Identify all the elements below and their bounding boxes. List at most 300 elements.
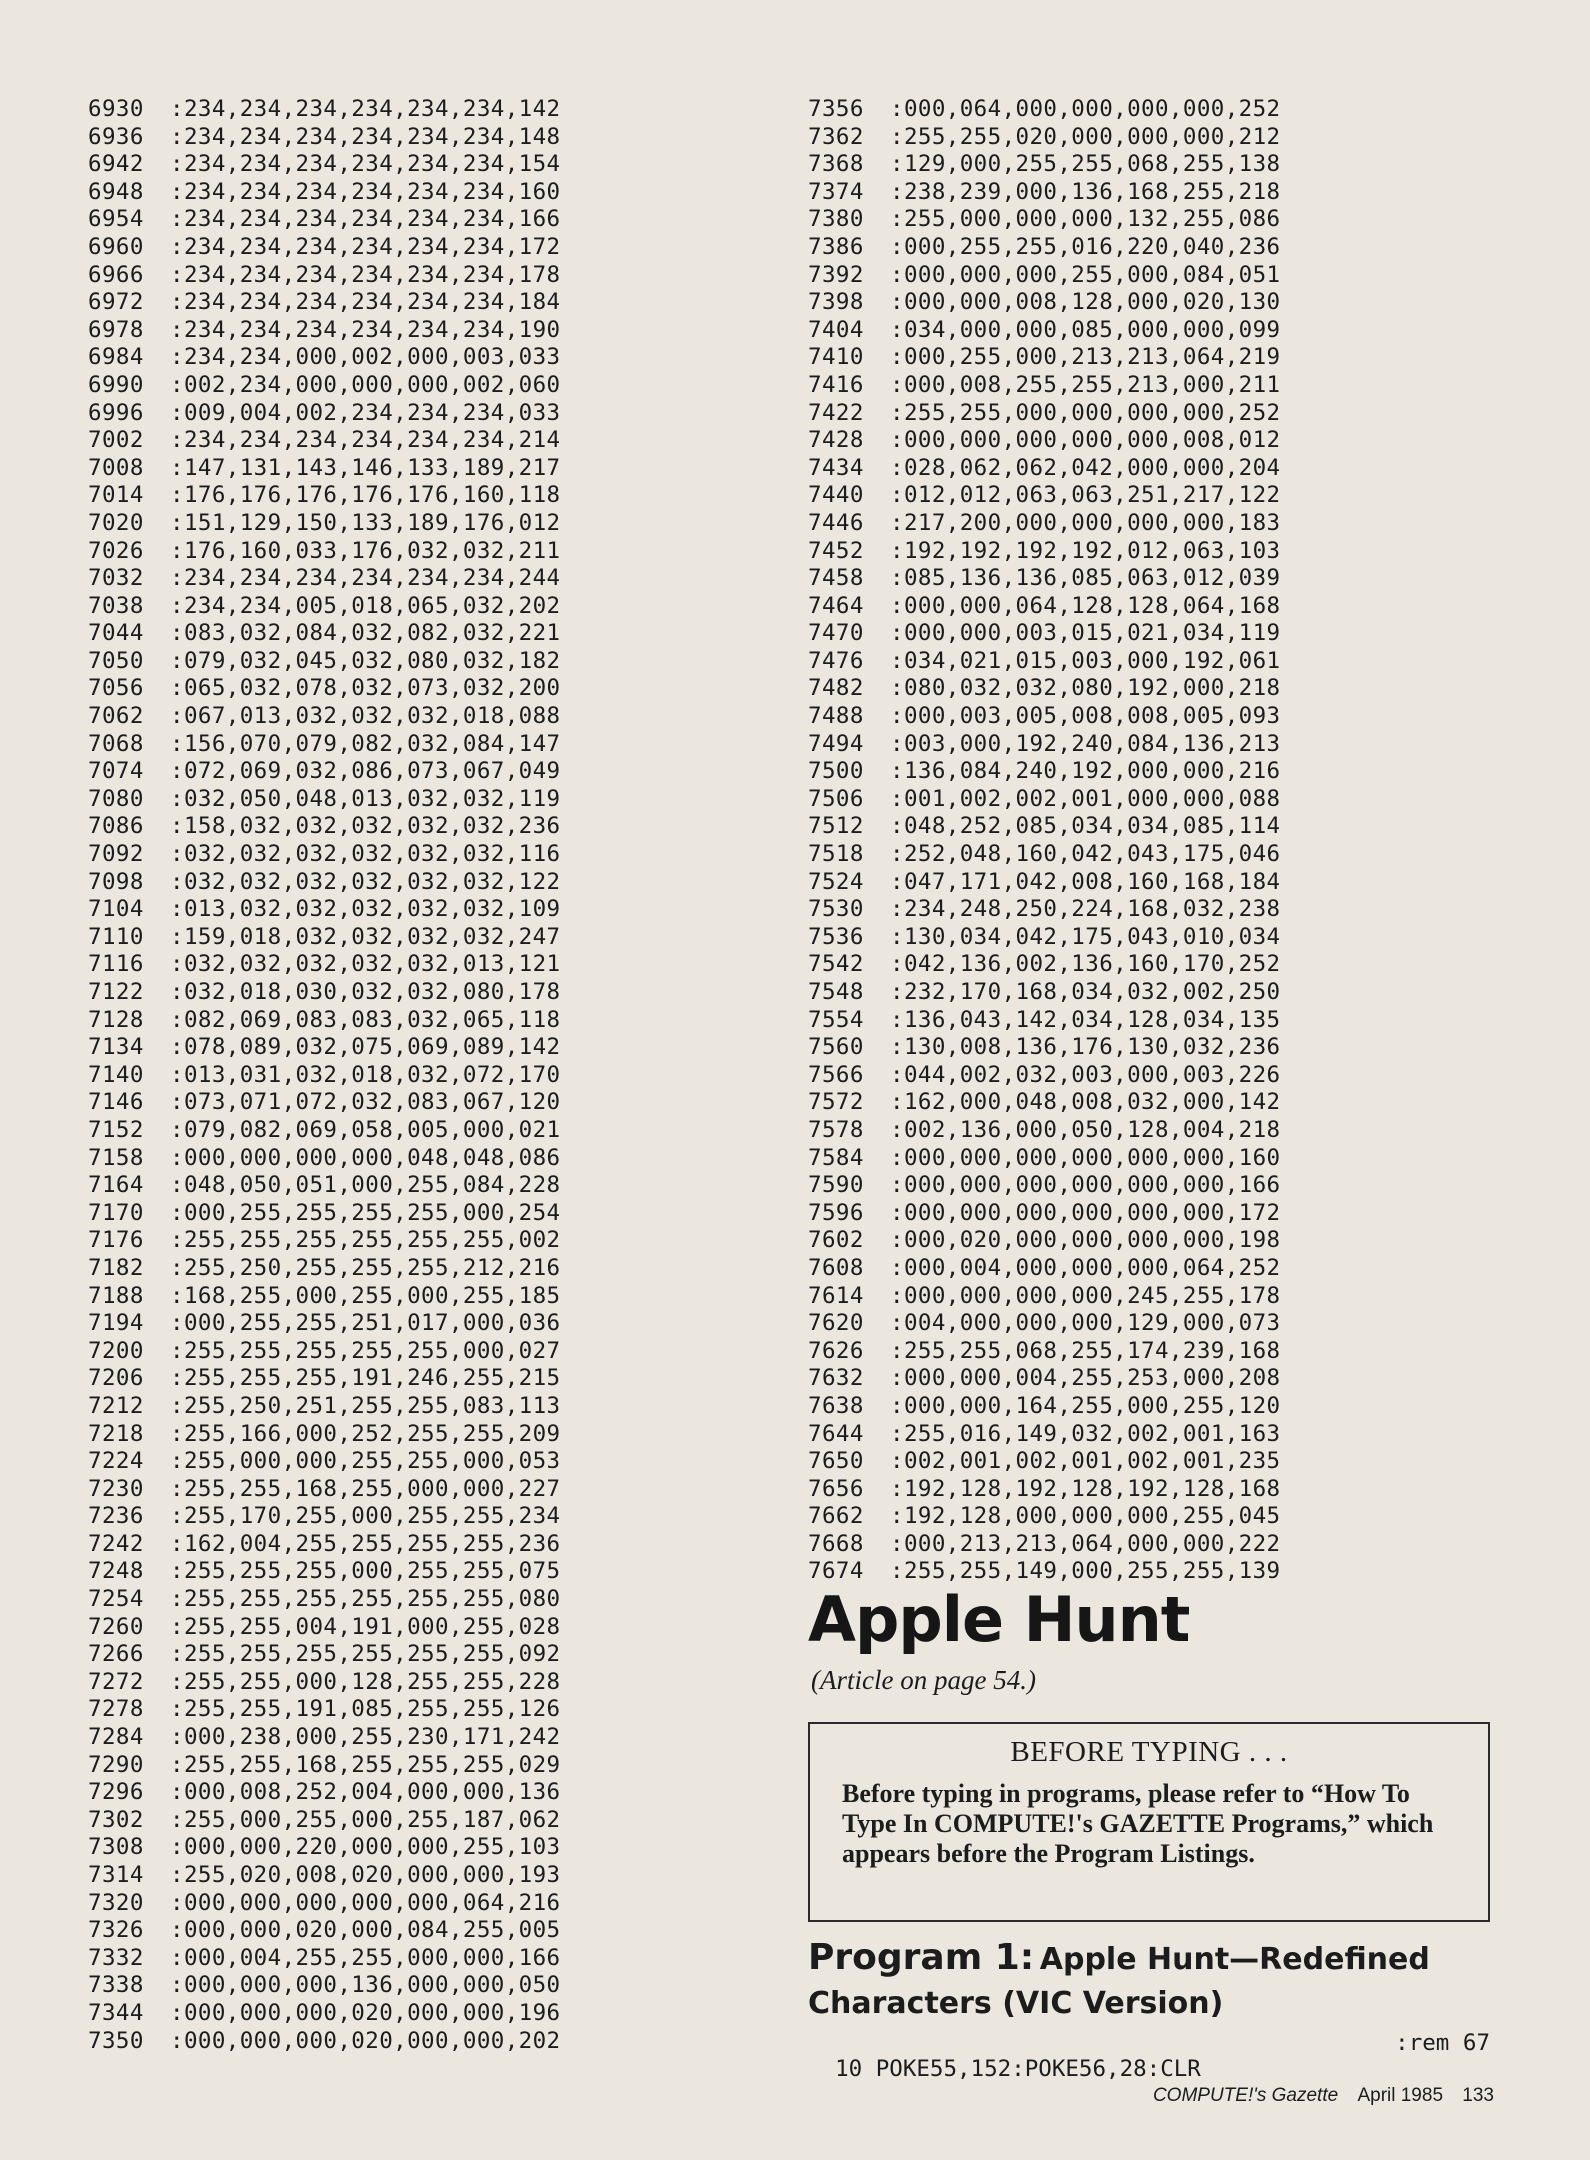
data-values: :004,000,000,000,129,000,073 — [890, 1310, 1281, 1337]
listing-row — [88, 1145, 561, 1173]
data-values: :013,031,032,018,032,072,170 — [170, 1061, 561, 1088]
data-values: :232,170,168,034,032,002,250 — [890, 979, 1281, 1005]
line-number: 6984 — [88, 344, 144, 371]
data-values: :192,128,000,000,000,255,045 — [890, 1503, 1281, 1530]
listing-row — [88, 896, 561, 924]
data-values: :078,089,032,075,069,089,142 — [170, 1034, 561, 1061]
data-values: :000,004,255,255,000,000,166 — [170, 1944, 561, 1971]
data-values: :255,255,255,255,255,000,027 — [170, 1337, 561, 1364]
line-number: 7086 — [88, 813, 144, 840]
line-number: 7494 — [808, 730, 864, 757]
data-values: :217,200,000,000,000,000,183 — [890, 509, 1281, 536]
line-number: 7548 — [808, 979, 864, 1005]
data-values: :159,018,032,032,032,032,247 — [170, 923, 561, 950]
line-number: 7314 — [88, 1862, 144, 1888]
data-values: :192,192,192,192,012,063,103 — [890, 537, 1281, 564]
line-number: 7632 — [808, 1365, 864, 1392]
line-number: 7116 — [88, 951, 144, 978]
line-number: 7326 — [88, 1917, 144, 1944]
data-values: :047,171,042,008,160,168,184 — [890, 868, 1281, 895]
data-values: :000,000,003,015,021,034,119 — [890, 620, 1281, 647]
data-values: :000,000,000,000,048,048,086 — [170, 1144, 561, 1171]
line-number: 7206 — [88, 1365, 144, 1392]
data-values: :158,032,032,032,032,032,236 — [170, 813, 561, 840]
line-number: 6978 — [88, 316, 144, 343]
data-values: :234,234,000,002,000,003,033 — [170, 344, 561, 371]
listing-row — [808, 262, 1281, 290]
data-values: :255,255,255,255,255,255,092 — [170, 1641, 561, 1668]
listing-row — [88, 758, 561, 786]
line-number: 7374 — [808, 178, 864, 205]
line-number: 7146 — [88, 1089, 144, 1116]
line-number: 7440 — [808, 482, 864, 509]
data-values: :255,255,004,191,000,255,028 — [170, 1613, 561, 1640]
listing-row — [808, 1172, 1281, 1200]
listing-row — [808, 593, 1281, 621]
data-values: :000,000,000,000,245,255,178 — [890, 1282, 1281, 1309]
listing-row — [88, 731, 561, 759]
listing-row — [88, 1558, 561, 1586]
footer-issue: April 1985 — [1357, 2085, 1444, 2106]
line-number: 7230 — [88, 1475, 144, 1502]
line-number: 7512 — [808, 813, 864, 840]
data-values: :255,000,000,255,255,000,053 — [170, 1448, 561, 1475]
listing-column-left — [88, 96, 561, 2055]
listing-row — [808, 1476, 1281, 1504]
listing-row — [88, 1283, 561, 1311]
listing-row — [808, 758, 1281, 786]
listing-row — [88, 151, 561, 179]
listing-row — [88, 1227, 561, 1255]
data-values: :000,255,255,251,017,000,036 — [170, 1310, 561, 1337]
line-number: 7608 — [808, 1254, 864, 1281]
data-values: :028,062,062,042,000,000,204 — [890, 454, 1281, 481]
line-number: 7602 — [808, 1227, 864, 1254]
listing-row — [808, 400, 1281, 428]
listing-row — [88, 593, 561, 621]
listing-row — [88, 538, 561, 566]
listing-row — [808, 1531, 1281, 1559]
line-number: 7518 — [808, 841, 864, 868]
data-values: :000,000,000,020,000,000,196 — [170, 1999, 561, 2026]
line-number: 7506 — [808, 785, 864, 812]
listing-row — [88, 786, 561, 814]
line-number: 7650 — [808, 1448, 864, 1475]
line-number: 7080 — [88, 785, 144, 812]
data-values: :255,166,000,252,255,255,209 — [170, 1420, 561, 1447]
data-values: :234,234,234,234,234,234,178 — [170, 261, 561, 288]
listing-row — [88, 1393, 561, 1421]
data-values: :032,032,032,032,032,013,121 — [170, 951, 561, 978]
line-number: 7254 — [88, 1586, 144, 1613]
listing-row — [88, 400, 561, 428]
listing-row — [808, 979, 1281, 1007]
line-number: 7212 — [88, 1392, 144, 1419]
data-values: :130,034,042,175,043,010,034 — [890, 923, 1281, 950]
data-values: :000,000,000,000,000,000,160 — [890, 1144, 1281, 1171]
footer-magazine: COMPUTE!'s Gazette — [1152, 2085, 1339, 2106]
listing-row — [808, 1421, 1281, 1449]
line-number: 6948 — [88, 178, 144, 205]
line-number: 6966 — [88, 261, 144, 288]
listing-row — [88, 1641, 561, 1669]
data-values: :255,255,191,085,255,255,126 — [170, 1696, 561, 1723]
listing-row — [88, 1172, 561, 1200]
listing-row — [88, 813, 561, 841]
line-number: 7308 — [88, 1834, 144, 1861]
data-values: :238,239,000,136,168,255,218 — [890, 178, 1281, 205]
data-values: :156,070,079,082,032,084,147 — [170, 730, 561, 757]
line-number: 7656 — [808, 1475, 864, 1502]
line-number: 7584 — [808, 1144, 864, 1171]
listing-row — [88, 1614, 561, 1642]
data-values: :255,170,255,000,255,255,234 — [170, 1503, 561, 1530]
line-number: 7446 — [808, 509, 864, 536]
listing-row — [808, 427, 1281, 455]
data-values: :002,234,000,000,000,002,060 — [170, 371, 561, 398]
line-number: 7122 — [88, 979, 144, 1005]
listing-row — [88, 1200, 561, 1228]
line-number: 7224 — [88, 1448, 144, 1475]
listing-column-right — [808, 96, 1281, 1586]
data-values: :085,136,136,085,063,012,039 — [890, 565, 1281, 592]
listing-row — [88, 648, 561, 676]
data-values: :009,004,002,234,234,234,033 — [170, 399, 561, 426]
listing-row — [808, 896, 1281, 924]
data-values: :234,234,234,234,234,234,172 — [170, 233, 561, 260]
listing-row — [808, 1255, 1281, 1283]
before-typing-notice — [808, 1722, 1490, 1922]
line-number: 7182 — [88, 1254, 144, 1281]
line-number: 6954 — [88, 206, 144, 233]
data-values: :147,131,143,146,133,189,217 — [170, 454, 561, 481]
data-values: :000,000,000,000,000,000,172 — [890, 1199, 1281, 1226]
line-number: 7422 — [808, 399, 864, 426]
listing-row — [808, 1365, 1281, 1393]
data-values: :255,255,168,255,255,255,029 — [170, 1751, 561, 1778]
listing-row — [808, 151, 1281, 179]
data-values: :073,071,072,032,083,067,120 — [170, 1089, 561, 1116]
line-number: 6996 — [88, 399, 144, 426]
listing-row — [88, 482, 561, 510]
listing-row — [88, 1421, 561, 1449]
listing-row — [88, 1586, 561, 1614]
listing-row — [808, 1227, 1281, 1255]
line-number: 7596 — [808, 1199, 864, 1226]
listing-row — [808, 648, 1281, 676]
data-values: :176,176,176,176,176,160,118 — [170, 482, 561, 509]
listing-row — [88, 427, 561, 455]
line-number: 7530 — [808, 896, 864, 923]
line-number: 7344 — [88, 1999, 144, 2026]
data-values: :065,032,078,032,073,032,200 — [170, 675, 561, 702]
data-values: :034,000,000,085,000,000,099 — [890, 316, 1281, 343]
listing-row — [808, 1503, 1281, 1531]
listing-row — [88, 1779, 561, 1807]
data-values: :042,136,002,136,160,170,252 — [890, 951, 1281, 978]
listing-row — [88, 675, 561, 703]
data-values: :000,008,255,255,213,000,211 — [890, 371, 1281, 398]
listing-row — [808, 841, 1281, 869]
data-values: :234,234,234,234,234,234,142 — [170, 96, 561, 122]
listing-row — [808, 620, 1281, 648]
data-values: :079,032,045,032,080,032,182 — [170, 647, 561, 674]
program-label: Program 1: — [808, 1937, 1035, 1978]
data-values: :000,255,255,255,255,000,254 — [170, 1199, 561, 1226]
data-values: :234,234,234,234,234,234,190 — [170, 316, 561, 343]
data-values: :000,000,000,255,000,084,051 — [890, 261, 1281, 288]
line-number: 7272 — [88, 1668, 144, 1695]
data-values: :162,000,048,008,032,000,142 — [890, 1089, 1281, 1116]
listing-row — [88, 620, 561, 648]
listing-row — [88, 1724, 561, 1752]
data-values: :000,255,255,016,220,040,236 — [890, 233, 1281, 260]
listing-row — [88, 1448, 561, 1476]
line-number: 7278 — [88, 1696, 144, 1723]
line-number: 7152 — [88, 1116, 144, 1143]
listing-row — [88, 1007, 561, 1035]
listing-row — [88, 1089, 561, 1117]
line-number: 7050 — [88, 647, 144, 674]
article-reference: (Article on page 54.) — [811, 1665, 1036, 1695]
line-number: 7614 — [808, 1282, 864, 1309]
line-number: 7452 — [808, 537, 864, 564]
data-values: :002,136,000,050,128,004,218 — [890, 1116, 1281, 1143]
line-number: 7554 — [808, 1006, 864, 1033]
notice-body: Before typing in programs, please refer to “How To Type In COMPUTE!'s GAZETTE Programs,” which appears before the Program Listings. — [842, 1779, 1434, 1868]
line-number: 6960 — [88, 233, 144, 260]
line-number: 7248 — [88, 1558, 144, 1585]
listing-row — [88, 1834, 561, 1862]
data-values: :151,129,150,133,189,176,012 — [170, 509, 561, 536]
data-values: :234,234,234,234,234,234,214 — [170, 427, 561, 454]
data-values: :255,255,255,255,255,255,002 — [170, 1227, 561, 1254]
program-line-rem: :rem 67 — [1395, 2030, 1490, 2056]
line-number: 7416 — [808, 371, 864, 398]
line-number: 7266 — [88, 1641, 144, 1668]
data-values: :255,255,068,255,174,239,168 — [890, 1337, 1281, 1364]
listing-row — [88, 510, 561, 538]
listing-row — [808, 289, 1281, 317]
listing-row — [88, 1255, 561, 1283]
line-number: 7674 — [808, 1558, 864, 1585]
data-values: :255,020,008,020,000,000,193 — [170, 1862, 561, 1888]
listing-row — [808, 455, 1281, 483]
data-values: :000,003,005,008,008,005,093 — [890, 703, 1281, 730]
listing-row — [88, 1862, 561, 1890]
data-values: :168,255,000,255,000,255,185 — [170, 1282, 561, 1309]
line-number: 7380 — [808, 206, 864, 233]
line-number: 7500 — [808, 758, 864, 785]
line-number: 7350 — [88, 2027, 144, 2054]
listing-row — [88, 1972, 561, 2000]
line-number: 7284 — [88, 1724, 144, 1751]
line-number: 7104 — [88, 896, 144, 923]
footer-page-number: 133 — [1462, 2085, 1494, 2106]
listing-row — [88, 1476, 561, 1504]
data-values: :032,018,030,032,032,080,178 — [170, 979, 561, 1005]
data-values: :176,160,033,176,032,032,211 — [170, 537, 561, 564]
data-values: :255,250,255,255,255,212,216 — [170, 1254, 561, 1281]
data-values: :234,234,005,018,065,032,202 — [170, 592, 561, 619]
line-number: 7128 — [88, 1006, 144, 1033]
listing-row — [88, 841, 561, 869]
listing-row — [88, 1752, 561, 1780]
data-values: :130,008,136,176,130,032,236 — [890, 1034, 1281, 1061]
line-number: 7428 — [808, 427, 864, 454]
listing-row — [88, 96, 561, 124]
data-values: :000,238,000,255,230,171,242 — [170, 1724, 561, 1751]
listing-row — [808, 206, 1281, 234]
data-values: :001,002,002,001,000,000,088 — [890, 785, 1281, 812]
line-number: 7524 — [808, 868, 864, 895]
listing-row — [88, 1531, 561, 1559]
line-number: 7620 — [808, 1310, 864, 1337]
listing-row — [808, 565, 1281, 593]
line-number: 7194 — [88, 1310, 144, 1337]
data-values: :034,021,015,003,000,192,061 — [890, 647, 1281, 674]
line-number: 7260 — [88, 1613, 144, 1640]
listing-row — [88, 206, 561, 234]
listing-row — [808, 813, 1281, 841]
data-values: :079,082,069,058,005,000,021 — [170, 1116, 561, 1143]
data-values: :255,000,255,000,255,187,062 — [170, 1806, 561, 1833]
line-number: 7644 — [808, 1420, 864, 1447]
listing-row — [808, 1062, 1281, 1090]
listing-row — [808, 1338, 1281, 1366]
data-values: :255,250,251,255,255,083,113 — [170, 1392, 561, 1419]
line-number: 7002 — [88, 427, 144, 454]
line-number: 7302 — [88, 1806, 144, 1833]
data-values: :255,255,000,000,000,000,252 — [890, 399, 1281, 426]
line-number: 7488 — [808, 703, 864, 730]
data-values: :136,084,240,192,000,000,216 — [890, 758, 1281, 785]
line-number: 6990 — [88, 371, 144, 398]
listing-row — [808, 1393, 1281, 1421]
line-number: 7062 — [88, 703, 144, 730]
line-number: 7296 — [88, 1779, 144, 1806]
data-values: :000,004,000,000,000,064,252 — [890, 1254, 1281, 1281]
listing-row — [88, 1807, 561, 1835]
line-number: 7044 — [88, 620, 144, 647]
program-heading — [808, 1938, 1508, 2028]
listing-row — [808, 372, 1281, 400]
data-values: :000,255,000,213,213,064,219 — [890, 344, 1281, 371]
line-number: 7134 — [88, 1034, 144, 1061]
line-number: 7434 — [808, 454, 864, 481]
data-values: :000,064,000,000,000,000,252 — [890, 96, 1281, 122]
listing-row — [88, 262, 561, 290]
data-values: :044,002,032,003,000,003,226 — [890, 1061, 1281, 1088]
line-number: 7098 — [88, 868, 144, 895]
line-number: 7074 — [88, 758, 144, 785]
data-values: :048,050,051,000,255,084,228 — [170, 1172, 561, 1199]
data-values: :255,255,020,000,000,000,212 — [890, 123, 1281, 150]
line-number: 7008 — [88, 454, 144, 481]
line-number: 7236 — [88, 1503, 144, 1530]
data-values: :072,069,032,086,073,067,049 — [170, 758, 561, 785]
data-values: :000,000,000,000,000,064,216 — [170, 1889, 561, 1916]
data-values: :000,020,000,000,000,000,198 — [890, 1227, 1281, 1254]
data-values: :012,012,063,063,251,217,122 — [890, 482, 1281, 509]
data-values: :162,004,255,255,255,255,236 — [170, 1530, 561, 1557]
listing-row — [88, 1062, 561, 1090]
line-number: 7290 — [88, 1751, 144, 1778]
listing-row — [808, 317, 1281, 345]
data-values: :252,048,160,042,043,175,046 — [890, 841, 1281, 868]
line-number: 7398 — [808, 289, 864, 316]
data-values: :002,001,002,001,002,001,235 — [890, 1448, 1281, 1475]
data-values: :003,000,192,240,084,136,213 — [890, 730, 1281, 757]
data-values: :032,050,048,013,032,032,119 — [170, 785, 561, 812]
data-values: :013,032,032,032,032,032,109 — [170, 896, 561, 923]
listing-row — [88, 1917, 561, 1945]
data-values: :000,000,000,020,000,000,202 — [170, 2027, 561, 2054]
line-number: 7170 — [88, 1199, 144, 1226]
listing-row — [808, 1007, 1281, 1035]
data-values: :000,000,004,255,253,000,208 — [890, 1365, 1281, 1392]
listing-row — [808, 538, 1281, 566]
listing-row — [808, 234, 1281, 262]
listing-row — [88, 869, 561, 897]
data-values: :234,248,250,224,168,032,238 — [890, 896, 1281, 923]
listing-row — [808, 1283, 1281, 1311]
line-number: 7560 — [808, 1034, 864, 1061]
listing-row — [88, 1365, 561, 1393]
listing-row — [808, 1145, 1281, 1173]
listing-row — [808, 786, 1281, 814]
listing-row — [808, 344, 1281, 372]
listing-row — [88, 2028, 561, 2056]
line-number: 7578 — [808, 1116, 864, 1143]
listing-row — [88, 1338, 561, 1366]
data-values: :255,255,255,255,255,255,080 — [170, 1586, 561, 1613]
line-number: 7590 — [808, 1172, 864, 1199]
line-number: 6972 — [88, 289, 144, 316]
line-number: 7188 — [88, 1282, 144, 1309]
line-number: 6936 — [88, 123, 144, 150]
listing-row — [808, 1310, 1281, 1338]
page-footer — [1139, 2085, 1494, 2107]
listing-row — [88, 1503, 561, 1531]
data-values: :255,255,255,191,246,255,215 — [170, 1365, 561, 1392]
line-number: 7176 — [88, 1227, 144, 1254]
line-number: 7662 — [808, 1503, 864, 1530]
listing-row — [808, 1117, 1281, 1145]
data-values: :000,213,213,064,000,000,222 — [890, 1530, 1281, 1557]
line-number: 7164 — [88, 1172, 144, 1199]
data-values: :000,000,000,000,000,008,012 — [890, 427, 1281, 454]
listing-row — [88, 179, 561, 207]
listing-row — [808, 703, 1281, 731]
listing-row — [88, 979, 561, 1007]
listing-row — [808, 1089, 1281, 1117]
line-number: 7386 — [808, 233, 864, 260]
data-values: :234,234,234,234,234,234,154 — [170, 151, 561, 178]
line-number: 7320 — [88, 1889, 144, 1916]
line-number: 7026 — [88, 537, 144, 564]
line-number: 7536 — [808, 923, 864, 950]
line-number: 7242 — [88, 1530, 144, 1557]
data-values: :000,008,252,004,000,000,136 — [170, 1779, 561, 1806]
line-number: 7038 — [88, 592, 144, 619]
data-values: :234,234,234,234,234,234,148 — [170, 123, 561, 150]
line-number: 7458 — [808, 565, 864, 592]
data-values: :000,000,064,128,128,064,168 — [890, 592, 1281, 619]
listing-row — [88, 1117, 561, 1145]
data-values: :067,013,032,032,032,018,088 — [170, 703, 561, 730]
data-values: :080,032,032,080,192,000,218 — [890, 675, 1281, 702]
